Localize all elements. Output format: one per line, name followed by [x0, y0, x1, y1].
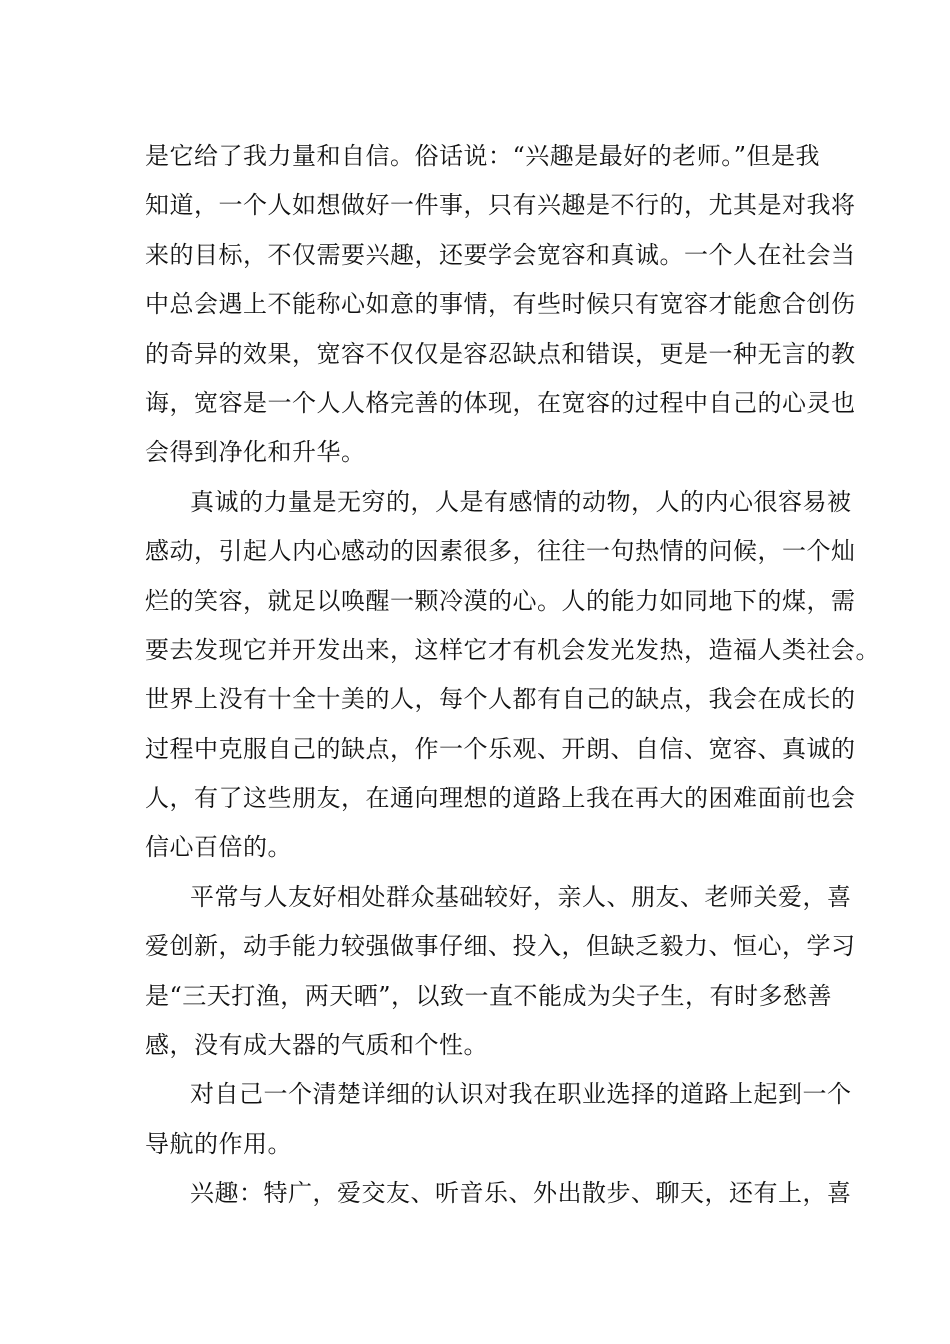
text-line: 人，有了这些朋友，在通向理想的道路上我在再大的困难面前也会 — [145, 784, 856, 813]
text-line: 导航的作用。 — [145, 1129, 292, 1158]
text-line: 中总会遇上不能称心如意的事情，有些时候只有宽容才能愈合创伤 — [145, 290, 856, 319]
document-body — [145, 132, 880, 1219]
text-line: 信心百倍的。 — [145, 833, 292, 862]
text-line: 知道，一个人如想做好一件事，只有兴趣是不行的，尤其是对我将 — [145, 191, 856, 220]
text-line: 真诚的力量是无穷的，人是有感情的动物，人的内心很容易被 — [190, 487, 852, 516]
text-line: 世界上没有十全十美的人，每个人都有自己的缺点，我会在成长的 — [145, 685, 856, 714]
text-line: 是它给了我力量和自信。俗话说：“兴趣是最好的老师。”但是我 — [145, 142, 821, 170]
text-line: 爱创新，动手能力较强做事仔细、投入，但缺乏毅力、恒心，学习 — [145, 932, 856, 961]
text-line: 来的目标，不仅需要兴趣，还要学会宽容和真诚。一个人在社会当 — [145, 240, 856, 269]
text-line: 感动，引起人内心感动的因素很多，往往一句热情的问候，一个灿 — [145, 537, 856, 566]
text-line: 的奇异的效果，宽容不仅仅是容忍缺点和错误，更是一种无言的教 — [145, 339, 856, 368]
text-line: 平常与人友好相处群众基础较好，亲人、朋友、老师关爱，喜 — [190, 882, 852, 911]
text-line: 会得到净化和升华。 — [145, 438, 366, 467]
text-line: 是“三天打渔，两天晒”，以致一直不能成为尖子生，有时多愁善 — [145, 981, 833, 1010]
text-line: 对自己一个清楚详细的认识对我在职业选择的道路上起到一个 — [190, 1080, 852, 1109]
text-line: 过程中克服自己的缺点，作一个乐观、开朗、自信、宽容、真诚的 — [145, 734, 856, 763]
text-line: 烂的笑容，就足以唤醒一颗冷漠的心。人的能力如同地下的煤，需 — [145, 586, 856, 615]
text-line: 感，没有成大器的气质和个性。 — [145, 1031, 488, 1060]
text-line: 诲，宽容是一个人人格完善的体现，在宽容的过程中自己的心灵也 — [145, 388, 856, 417]
text-line: 兴趣：特广，爱交友、听音乐、外出散步、聊天，还有上，喜 — [190, 1179, 852, 1208]
text-line: 要去发现它并开发出来，这样它才有机会发光发热，造福人类社会。 — [145, 635, 880, 664]
